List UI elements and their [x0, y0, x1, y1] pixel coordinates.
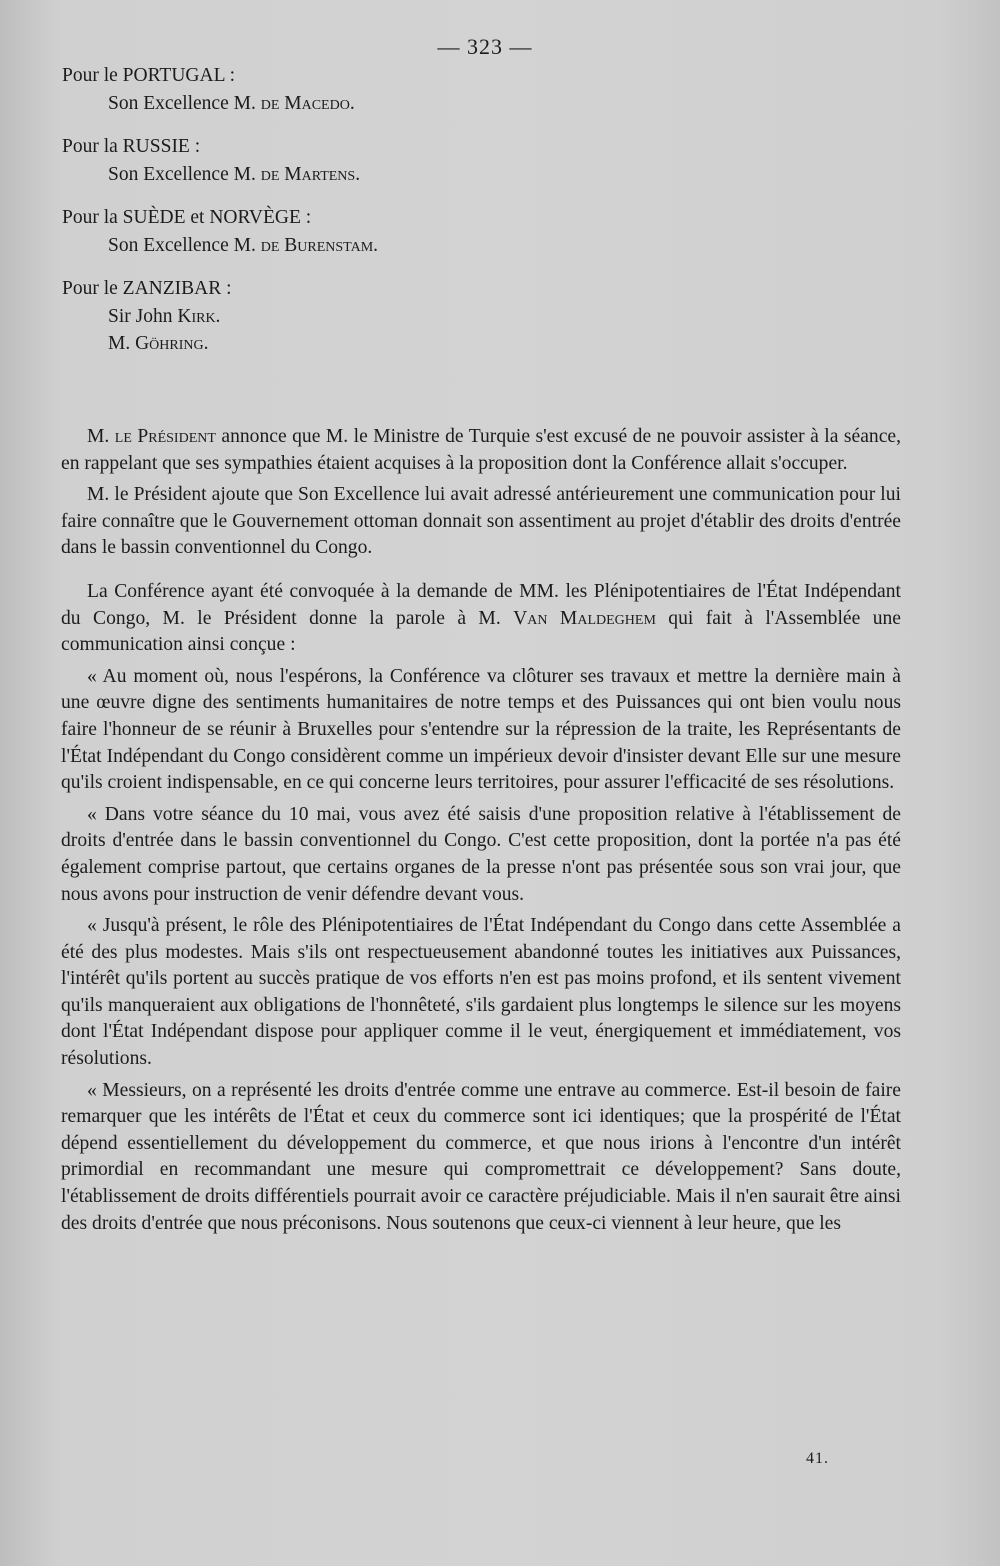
paragraph-text: La Conférence ayant été convoquée à la demande de MM. les Plénipotentiaires de l'État Indépendant du Congo, M. le Président donne la parole à M.: [61, 580, 901, 629]
delegate-prefix: M.: [108, 333, 131, 354]
paragraph-quote-1: « Au moment où, nous l'espérons, la Conférence va clôturer ses travaux et mettre la dernière main à une œuvre digne des sentiments humanitaires de notre temps et des Puissances qui ont bien voulu nous faire l'honneur de se réunir à Bruxelles pour s'entendre sur la répression de la traite, les Représentants de l'État Indépendant du Congo considèrent comme un impérieux devoir d'insister devant Elle sur une mesure qu'ils croient indispensable, en ce qui concerne leurs territoires, pour assurer l'efficacité de ses résolutions.: [61, 665, 901, 794]
country-line: Pour la SUÈDE et NORVÈGE :: [62, 207, 312, 228]
delegate-name: Göhring.: [135, 333, 209, 354]
delegate-name: Kirk.: [177, 306, 221, 327]
signature-mark: 41.: [806, 1450, 829, 1467]
delegate-prefix: Son Excellence M.: [108, 93, 256, 114]
paragraph-president-addition: M. le Président ajoute que Son Excellence lui avait adressé antérieurement une communication pour lui faire connaître que le Gouvernement ottoman donnait son assentiment au projet d'établir des droits d'entrée dans le bassin conventionnel du Congo.: [61, 484, 901, 559]
paragraph-quote-4: « Messieurs, on a représenté les droits d'entrée comme une entrave au commerce. Est-il besoin de faire remarquer que les intérêts de l'État et ceux du commerce sont ici identiques; que la prospérité de l'État dépend essentiellement du développement du commerce, et que nous irions à l'encontre d'un intérêt primordial en recommandant une mesure qui compromettrait ce développement? Sans doute, l'établissement de droits différentiels pourrait avoir ce caractère préjudiciable. Mais il n'en saurait être ainsi des droits d'entrée que nous préconisons. Nous soutenons que ceux-ci viennent à leur heure, que les: [61, 1079, 901, 1234]
paragraph-text: qui fait à l'Assemblée une communication ainsi conçue :: [61, 607, 901, 656]
country-line: Pour la RUSSIE :: [62, 136, 201, 157]
delegate-line: [62, 161, 922, 188]
delegate-line: [62, 90, 922, 117]
signatory-russia: [62, 133, 922, 188]
paragraph-quote-3: « Jusqu'à présent, le rôle des Plénipotentiaires de l'État Indépendant du Congo dans cette Assemblée a été des plus modestes. Mais s'ils ont respectueusement abandonné toutes les initiatives aux Puissances, l'intérêt qu'ils portent au succès pratique de vos efforts n'en est pas moins profond, et ils sentent vivement qu'ils manqueraient aux obligations de l'honnêteté, s'ils gardaient plus longtemps le silence sur les moyens dont l'État Indépendant dispose pour appliquer comme il le veut, énergiquement et immédiatement, vos résolutions.: [61, 915, 901, 1070]
signatories-list: [62, 62, 922, 357]
delegate-line: [62, 330, 922, 357]
minutes-body: [61, 424, 901, 1242]
country-line: Pour le PORTUGAL :: [62, 65, 236, 86]
speaker-lead: M. le Président: [87, 426, 216, 447]
signatory-sweden-norway: [62, 204, 922, 259]
delegate-line: [62, 303, 922, 330]
paragraph-quote-2: « Dans votre séance du 10 mai, vous avez été saisis d'une proposition relative à l'établissement de droits d'entrée dans le bassin conventionnel du Congo. C'est cette proposition, dont la portée n'a pas été également comprise partout, que certains organes de la presse n'ont pas présentée sous son vrai jour, que nous avons pour instruction de venir défendre devant vous.: [61, 803, 901, 905]
delegate-line: [62, 232, 922, 259]
signatory-portugal: [62, 62, 922, 117]
speaker-name: Van Maldeghem: [513, 607, 656, 629]
paragraph-conference-convened: [61, 579, 901, 659]
paragraph-text: annonce que M. le Ministre de Turquie s'est excusé de ne pouvoir assister à la séance, en rappelant que ses sympathies étaient acquises à la proposition dont la Conférence allait s'occuper.: [61, 426, 902, 474]
country-line: Pour le ZANZIBAR :: [62, 278, 232, 299]
delegate-name: de Martens.: [260, 164, 361, 185]
delegate-prefix: Son Excellence M.: [108, 164, 256, 185]
delegate-name: de Macedo.: [260, 93, 355, 114]
page-number: — 323 —: [437, 34, 533, 59]
delegate-prefix: Son Excellence M.: [108, 235, 256, 256]
delegate-prefix: Sir John: [108, 306, 173, 327]
paragraph-president-announcement: [61, 424, 901, 477]
delegate-name: de Burenstam.: [260, 235, 379, 256]
signatory-zanzibar: [62, 275, 922, 357]
